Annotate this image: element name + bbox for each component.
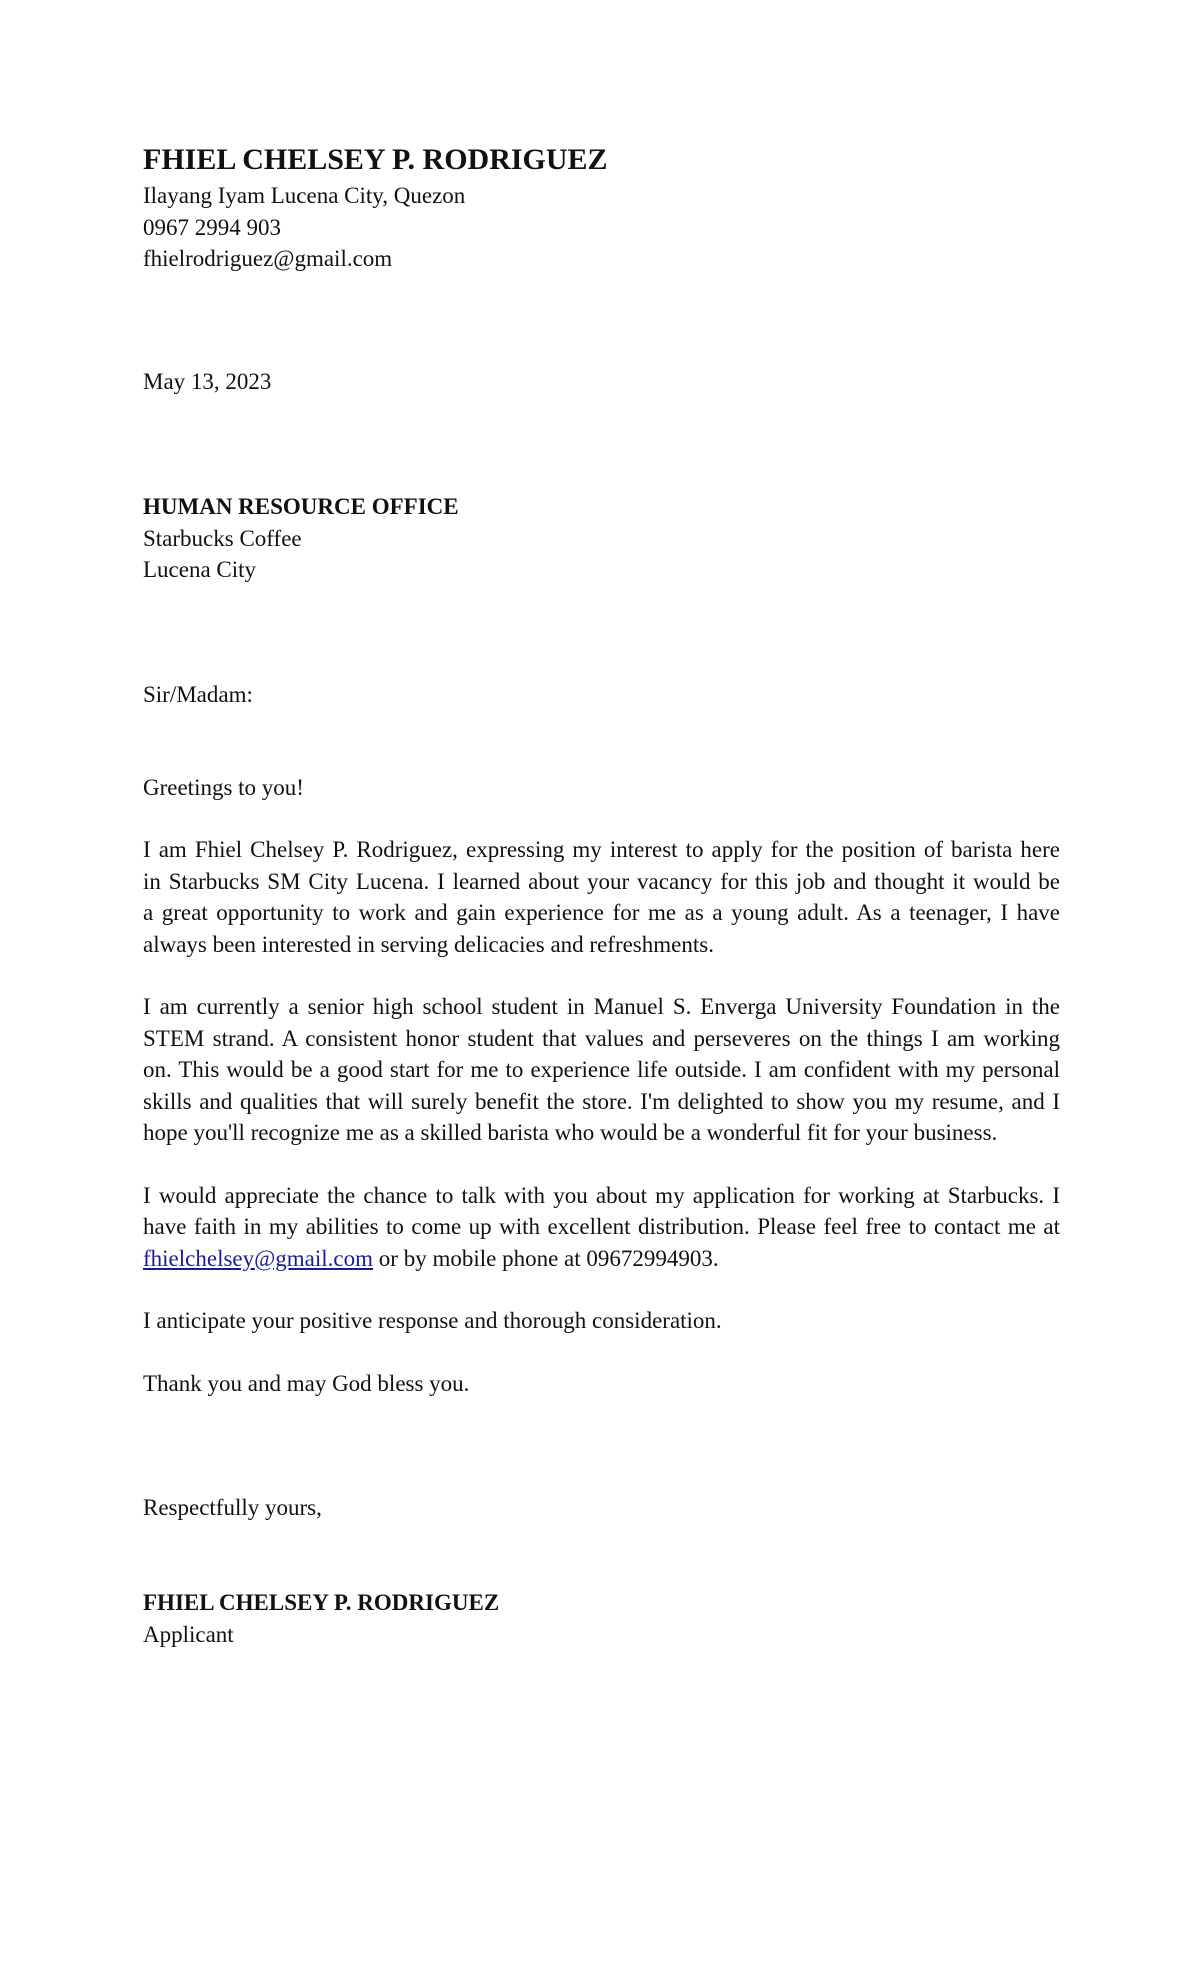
paragraph-line: hope you'll recognize me as a skilled barista who would be a wonderful fit for your business. xyxy=(143,1120,998,1145)
paragraph-2 xyxy=(143,991,1060,1149)
sender-phone: 0967 2994 903 xyxy=(143,214,281,240)
salutation: Sir/Madam: xyxy=(143,682,253,707)
paragraph-line: always been interested in serving delicacies and refreshments. xyxy=(143,931,714,957)
paragraph-5 xyxy=(143,1368,1060,1400)
paragraph-line-rest: or by mobile phone at 09672994903. xyxy=(373,1245,719,1271)
paragraph-3 xyxy=(143,1180,1060,1275)
sender-name: FHIEL CHELSEY P. RODRIGUEZ xyxy=(143,143,608,176)
letter-body xyxy=(143,834,1060,1430)
sender-email: fhielrodriguez@gmail.com xyxy=(143,246,393,271)
recipient-block xyxy=(143,491,1060,586)
paragraph-line: have faith in my abilities to come up with excellent distribution. Please feel free to contact me at xyxy=(143,1214,1060,1239)
paragraph-line: I would appreciate the chance to talk with you about my application for working at Starbucks. I xyxy=(143,1182,1060,1208)
paragraph-line xyxy=(143,1243,1060,1275)
signature-title: Applicant xyxy=(143,1621,234,1647)
sender-contact xyxy=(143,180,1060,275)
signature-block xyxy=(143,1587,1060,1650)
paragraph-1 xyxy=(143,834,1060,960)
paragraph-4 xyxy=(143,1305,1060,1337)
contact-email-link[interactable]: fhielchelsey@gmail.com xyxy=(143,1245,374,1271)
greeting: Greetings to you! xyxy=(143,775,304,800)
paragraph-line: on. This would be a good start for me to experience life outside. I am confident with my personal xyxy=(143,1057,1060,1082)
paragraph-line: I am currently a senior high school student in Manuel S. Enverga University Foundation in the xyxy=(143,994,1060,1019)
paragraph-line: skills and qualities that will surely benefit the store. I'm delighted to show you my resume, and I xyxy=(143,1088,1060,1114)
sender-address: Ilayang Iyam Lucena City, Quezon xyxy=(143,183,466,208)
signature-name: FHIEL CHELSEY P. RODRIGUEZ xyxy=(143,1590,500,1615)
paragraph-line: I anticipate your positive response and thorough consideration. xyxy=(143,1308,722,1333)
paragraph-line: Thank you and may God bless you. xyxy=(143,1370,470,1396)
recipient-city: Lucena City xyxy=(143,557,257,582)
closing: Respectfully yours, xyxy=(143,1495,322,1520)
letter-date: May 13, 2023 xyxy=(143,369,272,394)
recipient-office: HUMAN RESOURCE OFFICE xyxy=(143,494,459,519)
paragraph-line: in Starbucks SM City Lucena. I learned about your vacancy for this job and thought it would be xyxy=(143,868,1060,894)
recipient-company: Starbucks Coffee xyxy=(143,525,302,551)
paragraph-line: a great opportunity to work and gain experience for me as a young adult. As a teenager, I have xyxy=(143,900,1060,925)
paragraph-line: STEM strand. A consistent honor student that values and perseveres on the things I am working xyxy=(143,1025,1060,1051)
paragraph-line: I am Fhiel Chelsey P. Rodriguez, expressing my interest to apply for the position of barista here xyxy=(143,837,1060,862)
